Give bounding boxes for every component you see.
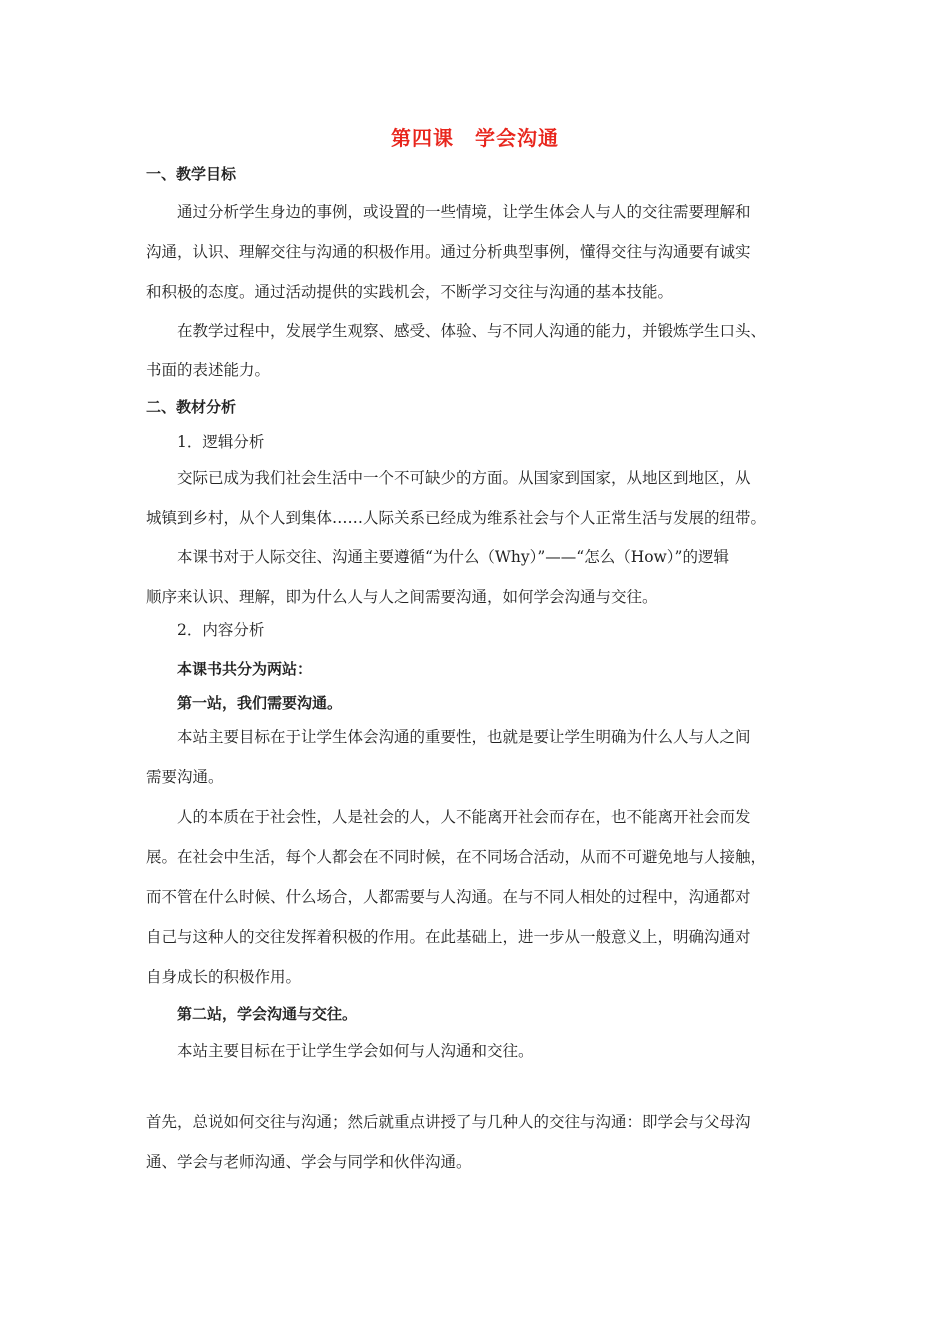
paragraph-line: 自身成长的积极作用。 [146, 968, 302, 986]
lesson-title: 第四课 学会沟通 [391, 126, 559, 150]
paragraph-line: 需要沟通。 [146, 768, 224, 786]
paragraph-line: 本课书对于人际交往、沟通主要遵循“为什么（Why）”——“怎么（How）”的逻辑 [177, 548, 729, 566]
station-two-heading: 第二站，学会沟通与交往。 [177, 1005, 358, 1023]
subheading-content: 2．内容分析 [177, 621, 265, 639]
paragraph-line: 展。在社会中生活，每个人都会在不同时候，在不同场合活动，从而不可避免地与人接触， [146, 848, 767, 866]
paragraph-line: 而不管在什么时候、什么场合，人都需要与人沟通。在与不同人相处的过程中，沟通都对 [146, 888, 751, 906]
station-one-heading: 第一站，我们需要沟通。 [177, 694, 343, 712]
paragraph-line: 人的本质在于社会性，人是社会的人，人不能离开社会而存在，也不能离开社会而发 [177, 808, 751, 826]
paragraph-line: 城镇到乡村，从个人到集体……人际关系已经成为维系社会与个人正常生活与发展的纽带。 [146, 509, 767, 527]
bold-line: 本课书共分为两站： [177, 660, 313, 678]
paragraph-line: 本站主要目标在于让学生体会沟通的重要性，也就是要让学生明确为什么人与人之间 [177, 728, 751, 746]
paragraph-line: 通、学会与老师沟通、学会与同学和伙伴沟通。 [146, 1153, 472, 1171]
paragraph-line: 书面的表述能力。 [146, 361, 271, 379]
paragraph-line: 和积极的态度。通过活动提供的实践机会，不断学习交往与沟通的基本技能。 [146, 283, 674, 301]
paragraph-line: 本站主要目标在于让学生学会如何与人沟通和交往。 [177, 1042, 534, 1060]
paragraph-line: 通过分析学生身边的事例，或设置的一些情境，让学生体会人与人的交往需要理解和 [177, 203, 751, 221]
paragraph-line: 交际已成为我们社会生活中一个不可缺少的方面。从国家到国家，从地区到地区，从 [177, 469, 751, 487]
section-heading-analysis: 二、教材分析 [146, 398, 237, 416]
paragraph-line: 在教学过程中，发展学生观察、感受、体验、与不同人沟通的能力，并锻炼学生口头、 [177, 322, 767, 340]
paragraph-line: 沟通，认识、理解交往与沟通的积极作用。通过分析典型事例，懂得交往与沟通要有诚实 [146, 243, 751, 261]
paragraph-line: 自己与这种人的交往发挥着积极的作用。在此基础上，进一步从一般意义上，明确沟通对 [146, 928, 751, 946]
paragraph-line: 首先，总说如何交往与沟通；然后就重点讲授了与几种人的交往与沟通：即学会与父母沟 [146, 1113, 751, 1131]
paragraph-line: 顺序来认识、理解，即为什么人与人之间需要沟通，如何学会沟通与交往。 [146, 588, 658, 606]
subheading-logic: 1．逻辑分析 [177, 433, 265, 451]
section-heading-objectives: 一、教学目标 [146, 165, 237, 183]
